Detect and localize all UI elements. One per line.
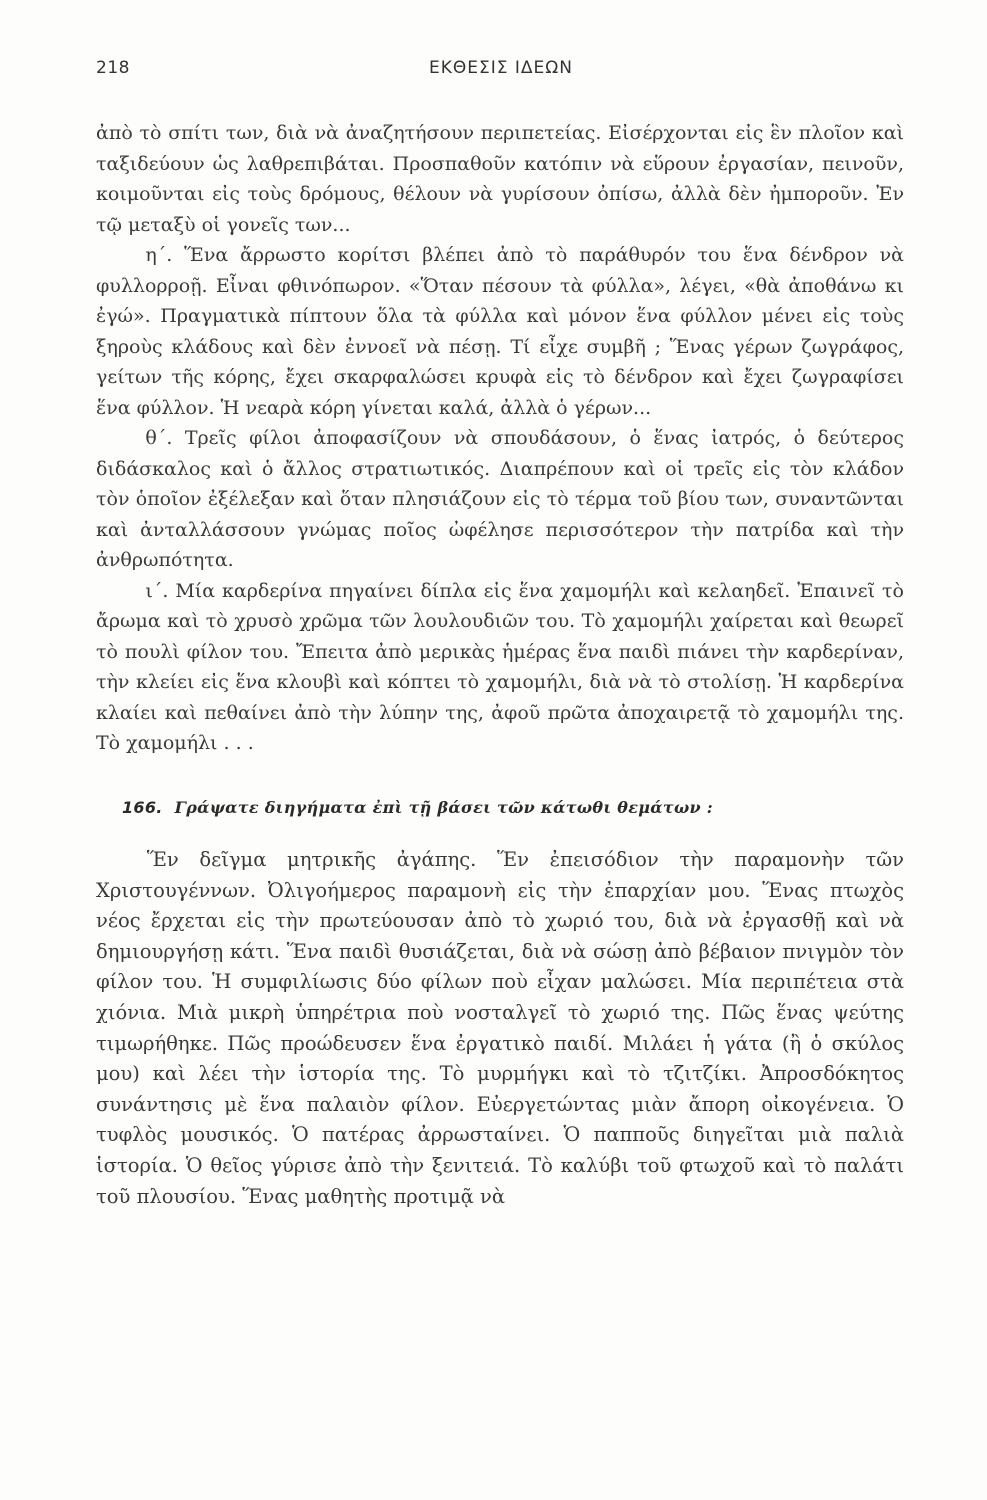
paragraph-theta: θ΄. Τρεῖς φίλοι ἀποφασίζουν νὰ σπουδάσουν, ὁ ἕνας ἰατρός, ὁ δεύτερος διδάσκαλος καὶ ὁ ἄλλος στρατιωτικός. Διαπρέπουν καὶ οἱ τρεῖς εἰς τὸν κλάδον τὸν ὁποῖον ἐξέλεξαν καὶ ὅταν πλησιάζουν εἰς τὸ τέρμα τοῦ βίου των, συναντῶνται καὶ ἀνταλλάσσουν γνώμας ποῖος ὠφέλησε περισσότερον τὴν πατρίδα καὶ τὴν ἀνθρωπότητα. xyxy=(96,427,904,571)
body-text xyxy=(96,118,904,1212)
paragraph-eta: η΄. Ἕνα ἄρρωστο κορίτσι βλέπει ἀπὸ τὸ παράθυρόν του ἕνα δένδρον νὰ φυλλορροῇ. Εἶναι φθινόπωρον. «Ὅταν πέσουν τὰ φύλλα», λέγει, «θὰ ἀποθάνω κι ἐγώ». Πραγματικὰ πίπτουν ὅλα τὰ φύλλα καὶ μόνον ἕνα φύλλον μένει εἰς τοὺς ξηροὺς κλάδους καὶ δὲν ἐννοεῖ νὰ πέσῃ. Τί εἶχε συμβῆ ; Ἕνας γέρων ζωγράφος, γείτων τῆς κόρης, ἔχει σκαρφαλώσει κρυφὰ εἰς τὸ δένδρον καὶ ἔχει ζωγραφίσει ἕνα φύλλον. Ἡ νεαρὰ κόρη γίνεται καλά, ἀλλὰ ὁ γέρων... xyxy=(96,244,904,419)
exercise-heading xyxy=(122,793,904,824)
exercise-topics: Ἕν δεῖγμα μητρικῆς ἀγάπης. Ἕν ἐπεισόδιον τὴν παραμονὴν τῶν Χριστουγέννων. Ὀλιγοήμερος παραμονὴ εἰς τὴν ἐπαρχίαν μου. Ἕνας πτωχὸς νέος ἔρχεται εἰς τὴν πρωτεύουσαν ἀπὸ τὸ χωριό του, διὰ νὰ ἐργασθῇ καὶ νὰ δημιουργήσῃ κάτι. Ἕνα παιδὶ θυσιάζεται, διὰ νὰ σώσῃ ἀπὸ βέβαιον πνιγμὸν τὸν φίλον του. Ἡ συμφιλίωσις δύο φίλων ποὺ εἶχαν μαλώσει. Μία περιπέτεια στὰ χιόνια. Μιὰ μικρὴ ὑπηρέτρια ποὺ νοσταλγεῖ τὸ χωριό της. Πῶς ἕνας ψεύτης τιμωρήθηκε. Πῶς προώδευσεν ἕνα ἐργατικὸ παιδί. Μιλάει ἡ γάτα (ἢ ὁ σκύλος μου) καὶ λέει τὴν ἱστορία της. Τὸ μυρμήγκι καὶ τὸ τζιτζίκι. Ἀπροσδόκητος συνάντησις μὲ ἕνα παλαιὸν φίλον. Εὐεργετώντας μιὰν ἄπορη οἰκογένεια. Ὁ τυφλὸς μουσικός. Ὁ πατέρας ἀρρωσταίνει. Ὁ παπποῦς διηγεῖται μιὰ παλιὰ ἱστορία. Ὁ θεῖος γύρισε ἀπὸ τὴν ξενιτειά. Τὸ καλύβι τοῦ φτωχοῦ καὶ τὸ παλάτι τοῦ πλουσίου. Ἕνας μαθητὴς προτιμᾷ νὰ xyxy=(96,848,904,1208)
book-title: ΕΚΘΕΣΙΣ ΙΔΕΩΝ xyxy=(428,58,573,78)
exercise-number: 166. xyxy=(122,797,163,817)
exercise-title: Γράψατε διηγήματα ἐπὶ τῇ βάσει τῶν κάτωθι θεμάτων : xyxy=(174,797,713,817)
page-number: 218 xyxy=(96,58,130,78)
paragraph-continuation: ἀπὸ τὸ σπίτι των, διὰ νὰ ἀναζητήσουν περιπετείας. Εἰσέρχονται εἰς ἓν πλοῖον καὶ ταξιδεύουν ὡς λαθρεπιβάται. Προσπαθοῦν κατόπιν νὰ εὕρουν ἐργασίαν, πεινοῦν, κοιμοῦνται εἰς τοὺς δρόμους, θέλουν νὰ γυρίσουν ὀπίσω, ἀλλὰ δὲν ἠμποροῦν. Ἐν τῷ μεταξὺ οἱ γονεῖς των... xyxy=(96,122,904,236)
running-head xyxy=(96,58,906,82)
paragraph-iota: ι΄. Μία καρδερίνα πηγαίνει δίπλα εἰς ἕνα χαμομήλι καὶ κελαηδεῖ. Ἐπαινεῖ τὸ ἄρωμα καὶ τὸ χρυσὸ χρῶμα τῶν λουλουδιῶν του. Τὸ χαμομήλι χαίρεται καὶ θεωρεῖ τὸ πουλὶ φίλον του. Ἔπειτα ἀπὸ μερικὰς ἡμέρας ἕνα παιδὶ πιάνει τὴν καρδερίναν, τὴν κλείει εἰς ἕνα κλουβὶ καὶ κόπτει τὸ χαμομήλι, διὰ νὰ τὸ στολίσῃ. Ἡ καρδερίνα κλαίει καὶ πεθαίνει ἀπὸ τὴν λύπην της, ἀφοῦ πρῶτα ἀποχαιρετᾷ τὸ χαμομήλι της. Τὸ χαμομήλι . . . xyxy=(96,579,904,754)
